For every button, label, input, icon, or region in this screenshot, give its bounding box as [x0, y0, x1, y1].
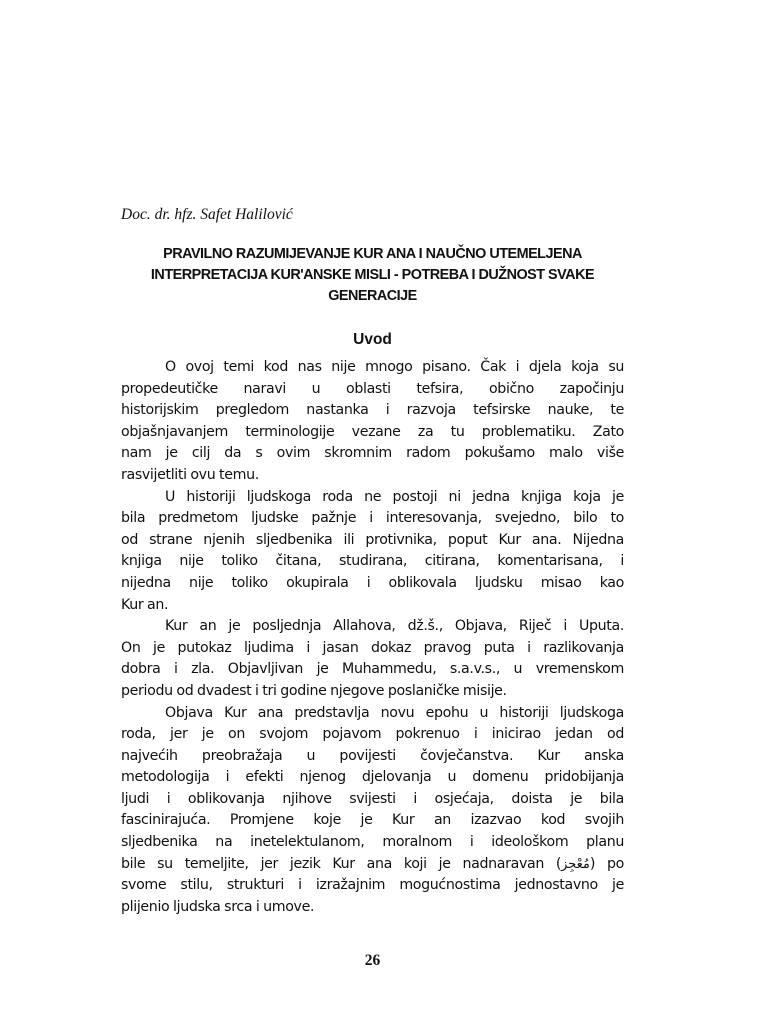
body-text	[121, 357, 624, 918]
text-line: periodu od dvadest i tri godine njegove poslaničke misije.	[121, 682, 507, 699]
text-line: nijedna nije toliko okupirala i oblikovala ljudsku misao kao	[121, 574, 624, 591]
text-line: On je putokaz ljudima i jasan dokaz pravog puta i razlikovanja	[121, 639, 624, 656]
text-line: Kur an.	[121, 596, 169, 613]
text-line: knjiga nije toliko čitana, studirana, citirana, komentarisana, i	[121, 553, 624, 570]
text-line: bila predmetom ljudske pažnje i interesovanja, svejedno, bilo to	[121, 510, 624, 527]
text-line: rasvijetliti ovu temu.	[121, 466, 259, 483]
text-line: historijskim pregledom nastanka i razvoja tefsirske nauke, te	[121, 402, 624, 419]
text-line: dobra i zla. Objavljivan je Muhammedu, s.a.v.s., u vremenskom	[121, 661, 624, 678]
text-line: O ovoj temi kod nas nije mnogo pisano. Čak i djela koja su	[165, 359, 624, 375]
text-line: od strane njenih sljedbenika ili protivnika, poput Kur ana. Nijedna	[121, 531, 624, 548]
text-line-with-arabic	[121, 854, 624, 876]
title-line: GENERACIJE	[328, 288, 417, 304]
text-line: fascinirajuća. Promjene koje je Kur an izazvao kod svojih	[121, 812, 624, 829]
text-line: plijenio ljudska srca i umove.	[121, 898, 315, 915]
text-line: ljudi i oblikovanja njihove svijesti i osjećaja, doista je bila	[121, 790, 624, 807]
title-line: INTERPRETACIJA KUR'ANSKE MISLI - POTREBA I DUŽNOST SVAKE	[150, 267, 595, 283]
text-line: Objava Kur ana predstavlja novu epohu u historiji ljudskoga	[165, 704, 624, 721]
text-line: roda, jer je on svojom pojavom pokrenuo i inicirao jedan od	[121, 726, 624, 743]
section-heading: Uvod	[353, 331, 392, 348]
arabic-term: مُعْجِز	[561, 856, 590, 872]
document-page	[121, 0, 624, 1024]
text-line: propedeutičke naravi u oblasti tefsira, obično započinju	[121, 380, 624, 397]
page-number: 26	[364, 952, 381, 969]
title-line: PRAVILNO RAZUMIJEVANJE KUR ANA I NAUČNO UTEMELJENA	[163, 246, 582, 262]
text-line: nam je cilj da s ovim skromnim radom pokušamo malo više	[121, 445, 624, 462]
text-line: objašnjavanjem terminologije vezane za tu problematiku. Zato	[121, 423, 624, 440]
text-line: najvećih preobražaja u povijesti čovječanstva. Kur anska	[121, 747, 624, 764]
text-segment: bile su temeljite, jer jezik Kur ana koji je nadnaravan (	[121, 855, 562, 872]
text-line: Kur an je posljednja Allahova, dž.š., Objava, Riječ i Uputa.	[165, 618, 624, 635]
author-name: Doc. dr. hfz. Safet Halilović	[121, 206, 293, 223]
text-line: sljedbenika na inetelektulanom, moralnom i ideološkom planu	[121, 834, 624, 851]
text-line: svome stilu, strukturi i izražajnim mogućnostima jednostavno je	[121, 877, 624, 894]
text-line: metodologija i efekti njenog djelovanja u domenu pridobijanja	[121, 769, 624, 786]
text-line: U historiji ljudskoga roda ne postoji ni jedna knjiga koja je	[165, 488, 624, 505]
article-title	[121, 244, 624, 307]
text-segment: ) po	[589, 855, 624, 872]
